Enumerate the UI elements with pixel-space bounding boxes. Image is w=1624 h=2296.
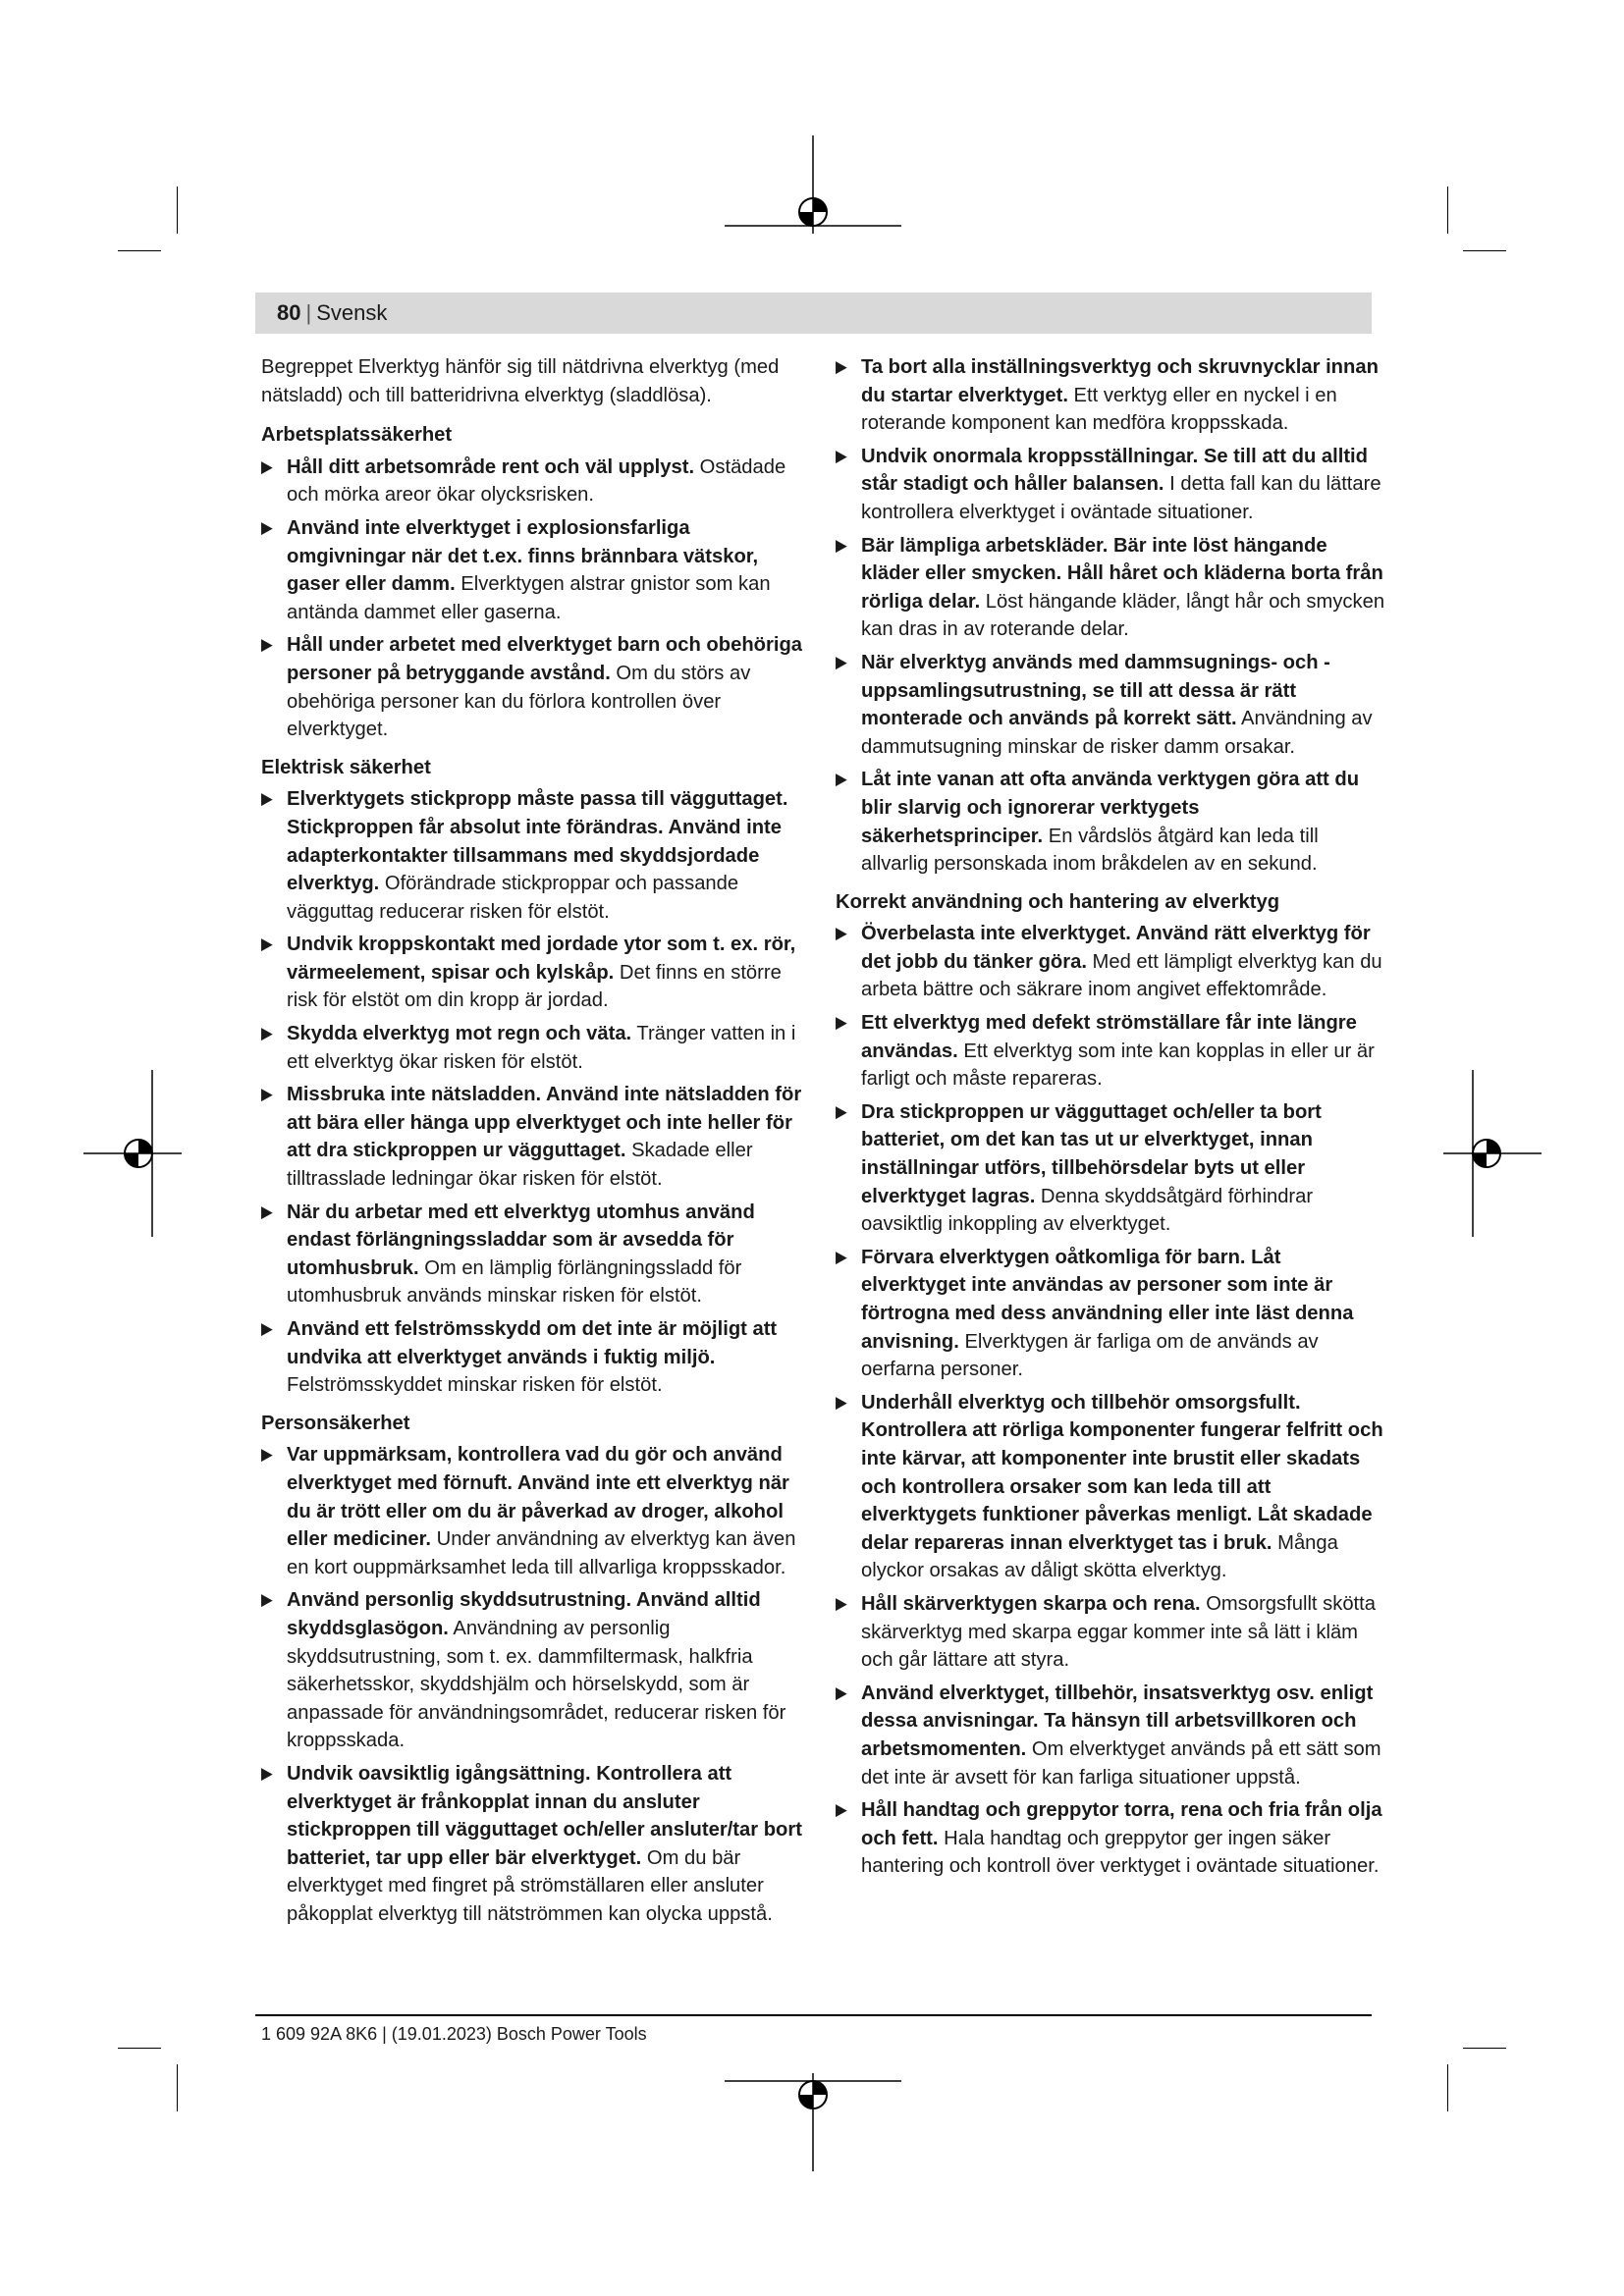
list-item (836, 1590, 1385, 1675)
registration-mark-icon (1443, 1070, 1542, 1237)
instruction-bold: Elverktygets stickpropp måste passa till vägguttaget. Stickproppen får absolut inte förändras. Använd inte adapterkontakter tillsammans med skyddsjordade elverktyg. (287, 788, 788, 895)
list-item (261, 931, 811, 1015)
list-item (261, 1199, 811, 1310)
list-item (261, 1081, 811, 1193)
bullet-arrow-icon: ▶ (261, 1085, 273, 1104)
crop-mark (1447, 187, 1448, 234)
crop-mark (177, 2064, 178, 2111)
instruction-bold: Ett elverktyg med defekt strömställare får inte längre användas. (861, 1012, 1357, 1062)
bullet-arrow-icon: ▶ (836, 1593, 847, 1613)
instruction-bold: När elverktyg används med dammsugnings- och -uppsamlingsutrustning, se till att dessa är rätt monterade och används på korrekt sätt. (861, 651, 1330, 730)
bullet-arrow-icon: ▶ (836, 652, 847, 671)
list-item (261, 1441, 811, 1581)
instruction-bold: Var uppmärksam, kontrollera vad du gör och använd elverktyget med förnuft. Använd inte ett elverktyg när du är trött eller om du är påverkad av droger, alkohol eller mediciner. (287, 1444, 789, 1551)
instruction-text: Med ett lämpligt elverktyg kan du arbeta bättre och säkrare inom angivet effektområde. (861, 950, 1382, 1001)
header-language: Svensk (316, 300, 388, 325)
header-separator: | (305, 300, 312, 325)
footer-text: 1 609 92A 8K6 | (19.01.2023) Bosch Power Tools (261, 2024, 647, 2044)
bullet-arrow-icon: ▶ (836, 1247, 847, 1266)
instruction-bold: Låt inte vanan att ofta använda verktygen göra att du blir slarvig och ignorerar verktygets säkerhetsprinciper. (861, 769, 1360, 847)
bullet-arrow-icon: ▶ (261, 1763, 273, 1783)
instruction-text: Om du bär elverktyget med fingret på strömställaren eller ansluter påkopplat elverktyg till nätströmmen kan olycka uppstå. (287, 1846, 773, 1925)
instruction-text: Elverktygen alstrar gnistor som kan antända dammet eller gaserna. (287, 573, 771, 623)
bullet-arrow-icon: ▶ (261, 456, 273, 476)
instruction-bold: Använd ett felströmsskydd om det inte är möjligt att undvika att elverktyget används i fuktig miljö. (287, 1318, 778, 1368)
list-item (836, 766, 1385, 878)
list-item (261, 631, 811, 743)
instruction-bold: Använd elverktyget, tillbehör, insatsverktyg osv. enligt dessa anvisningar. Ta hänsyn till arbetsvillkoren och arbetsmomenten. (861, 1682, 1374, 1760)
list-item (836, 1796, 1385, 1881)
bullet-arrow-icon: ▶ (836, 1682, 847, 1702)
instruction-text: Ett verktyg eller en nyckel i en roterande komponent kan medföra kroppsskada. (861, 384, 1337, 435)
instruction-bold: Bär lämpliga arbetskläder. Bär inte löst hängande kläder eller smycken. Håll håret och kläderna borta från rörliga delar. (861, 534, 1383, 613)
list-item (261, 514, 811, 626)
instruction-text: En vårdslös åtgärd kan leda till allvarlig personskada inom bråkdelen av en sekund. (861, 825, 1319, 876)
bullet-arrow-icon: ▶ (261, 1024, 273, 1043)
list-item (261, 1586, 811, 1755)
bullet-arrow-icon: ▶ (261, 1445, 273, 1465)
instruction-bold: Använd inte elverktyget i explosionsfarliga omgivningar när det t.ex. finns brännbara vätskor, gaser eller damm. (287, 516, 759, 596)
bullet-arrow-icon: ▶ (261, 789, 273, 809)
list-item (261, 1760, 811, 1929)
list-item (836, 649, 1385, 761)
registration-mark-icon (725, 2073, 901, 2171)
instruction-text: Elverktygen är farliga om de används av oerfarna personer. (861, 1330, 1319, 1381)
list-item (261, 1315, 811, 1400)
list-item (261, 785, 811, 926)
instruction-bold: Underhåll elverktyg och tillbehör omsorgsfullt. Kontrollera att rörliga komponenter fungerar felfritt och inte kärvar, att komponenter inte brustit eller skadats och kontrollera orsaker som kan leda till att elverktygets funktioner påverkas menligt. Låt skadade delar repareras innan elverktyget tas i bruk. (861, 1391, 1383, 1554)
instruction-bold: Håll under arbetet med elverktyget barn och obehöriga personer på betryggande avstånd. (287, 634, 803, 684)
section-heading: Arbetsplatssäkerhet (261, 424, 453, 447)
crop-mark (118, 2048, 161, 2049)
bullet-arrow-icon: ▶ (836, 446, 847, 465)
section-heading: Elektrisk säkerhet (261, 756, 431, 778)
crop-mark (1463, 2048, 1506, 2049)
list-item (836, 920, 1385, 1004)
intro-paragraph: Begreppet Elverktyg hänför sig till nätdrivna elverktyg (med nätsladd) och till batteridrivna elverktyg (sladdlösa). (261, 356, 780, 406)
bullet-arrow-icon: ▶ (836, 1013, 847, 1033)
bullet-arrow-icon: ▶ (836, 535, 847, 555)
instruction-text: Ett elverktyg som inte kan kopplas in eller ur är farligt och måste repareras. (861, 1040, 1375, 1091)
bullet-arrow-icon: ▶ (261, 1590, 273, 1610)
instruction-bold: Använd personlig skyddsutrustning. Använd alltid skyddsglasögon. (287, 1589, 761, 1639)
instruction-bold: Skydda elverktyg mot regn och väta. (287, 1023, 632, 1045)
instruction-bold: Håll handtag och greppytor torra, rena och fria från olja och fett. (861, 1799, 1382, 1849)
instruction-bold: Missbruka inte nätsladden. Använd inte nätsladden för att bära eller hänga upp elverktyget och inte heller för att dra stickproppen ur vägguttaget. (287, 1084, 802, 1162)
instruction-bold: Håll ditt arbetsområde rent och väl upplyst. (287, 455, 695, 478)
section-heading: Korrekt användning och hantering av elverktyg (836, 890, 1280, 913)
instruction-bold: Förvara elverktygen oåtkomliga för barn. Låt elverktyget inte användas av personer som inte är förtrogna med dess användning eller inte läst denna anvisning. (861, 1246, 1354, 1353)
instruction-bold: Dra stickproppen ur vägguttaget och/eller ta bort batteriet, om det kan tas ut ur elverktyget, innan inställningar utförs, tillbehörsdelar byts ut eller elverktyget lagras. (861, 1100, 1322, 1207)
list-item (836, 443, 1385, 527)
instruction-bold: Undvik onormala kroppsställningar. Se till att du alltid står stadigt och håller balansen. (861, 445, 1368, 496)
instruction-bold: Håll skärverktygen skarpa och rena. (861, 1592, 1201, 1615)
instruction-text: Hala handtag och greppytor ger ingen säker hantering och kontroll över verktyget i oväntade situationer. (861, 1827, 1380, 1878)
instruction-text: Användning av dammutsugning minskar de risker damm orsakar. (861, 708, 1373, 758)
bullet-arrow-icon: ▶ (836, 1800, 847, 1820)
instruction-text: Om du störs av obehöriga personer kan du förlora kontrollen över elverktyget. (287, 662, 751, 741)
instruction-text: Under användning av elverktyg kan även en kort ouppmärksamhet leda till allvarliga kroppsskador. (287, 1528, 796, 1578)
instruction-text: Användning av personlig skyddsutrustning, som t. ex. dammfiltermask, halkfria säkerhetsskor, skyddshjälm och hörselskydd, som är anpassade för användningsområdet, reducerar risken för kroppsskada. (287, 1617, 786, 1752)
instruction-text: Om en lämplig förlängningssladd för utomhusbruk används minskar risken för elstöt. (287, 1256, 742, 1308)
list-item (261, 454, 811, 509)
registration-mark-icon (725, 135, 901, 234)
instruction-text: Omsorgsfullt skötta skärverktyg med skarpa eggar kommer inte så lätt i kläm och går lättare att styra. (861, 1592, 1377, 1672)
page-number: 80 (277, 300, 301, 325)
left-column (261, 353, 811, 1933)
bullet-arrow-icon: ▶ (261, 517, 273, 537)
list-item (836, 1389, 1385, 1585)
registration-mark-icon (83, 1070, 182, 1237)
footer-rule (255, 2014, 1372, 2016)
list-item (836, 353, 1385, 438)
instruction-bold: När du arbetar med ett elverktyg utomhus använd endast förlängningssladdar som är avsedda för utomhusbruk. (287, 1201, 755, 1279)
list-item (261, 1020, 811, 1076)
list-item (836, 1680, 1385, 1791)
list-item (836, 1009, 1385, 1094)
instruction-text: Skadade eller tilltrasslade ledningar ökar risken för elstöt. (287, 1140, 753, 1191)
bullet-arrow-icon: ▶ (261, 1201, 273, 1221)
list-item (836, 1244, 1385, 1384)
instruction-text: Det finns en större risk för elstöt om din kropp är jordad. (287, 961, 782, 1012)
instruction-text: Ostädade och mörka areor ökar olycksrisken. (287, 455, 786, 507)
bullet-arrow-icon: ▶ (836, 924, 847, 943)
crop-mark (177, 187, 178, 234)
instruction-bold: Undvik oavsiktlig igångsättning. Kontrollera att elverktyget är frånkopplat innan du ansluter stickproppen till vägguttaget och/eller ansluter/tar bort batteriet, tar upp eller bär elverktyget. (287, 1762, 802, 1869)
section-heading: Personsäkerhet (261, 1412, 410, 1434)
instruction-bold: Överbelasta inte elverktyget. Använd rätt elverktyg för det jobb du tänker göra. (861, 923, 1371, 973)
instruction-text: Tränger vatten in i ett elverktyg ökar risken för elstöt. (287, 1023, 796, 1073)
instruction-bold: Ta bort alla inställningsverktyg och skruvnycklar innan du startar elverktyget. (861, 356, 1379, 406)
crop-mark (1447, 2064, 1448, 2111)
list-item (836, 1098, 1385, 1239)
crop-mark (1463, 250, 1506, 251)
bullet-arrow-icon: ▶ (836, 1101, 847, 1121)
crop-mark (118, 250, 161, 251)
instruction-text: Löst hängande kläder, långt hår och smycken kan dras in av roterande delar. (861, 590, 1385, 641)
bullet-arrow-icon: ▶ (836, 1392, 847, 1412)
page-header (255, 293, 1372, 334)
bullet-arrow-icon: ▶ (836, 770, 847, 789)
instruction-text: I detta fall kan du lättare kontrollera elverktyget i oväntade situationer. (861, 473, 1381, 523)
bullet-arrow-icon: ▶ (261, 635, 273, 655)
instruction-text: Felströmsskyddet minskar risken för elstöt. (287, 1374, 663, 1397)
right-column (836, 353, 1385, 1886)
bullet-arrow-icon: ▶ (836, 357, 847, 376)
bullet-arrow-icon: ▶ (261, 934, 273, 954)
list-item (836, 532, 1385, 644)
instruction-text: Om elverktyget används på ett sätt som det inte är avsett för kan farliga situationer uppstå. (861, 1737, 1381, 1789)
instruction-bold: Undvik kroppskontakt med jordade ytor som t. ex. rör, värmeelement, spisar och kylskåp. (287, 934, 796, 984)
instruction-text: Denna skyddsåtgärd förhindrar oavsiktlig inkoppling av elverktyget. (861, 1185, 1314, 1236)
instruction-text: Oförändrade stickproppar och passande vägguttag reducerar risken för elstöt. (287, 873, 739, 923)
instruction-text: Många olyckor orsakas av dåligt skötta elverktyg. (861, 1531, 1338, 1582)
bullet-arrow-icon: ▶ (261, 1319, 273, 1338)
